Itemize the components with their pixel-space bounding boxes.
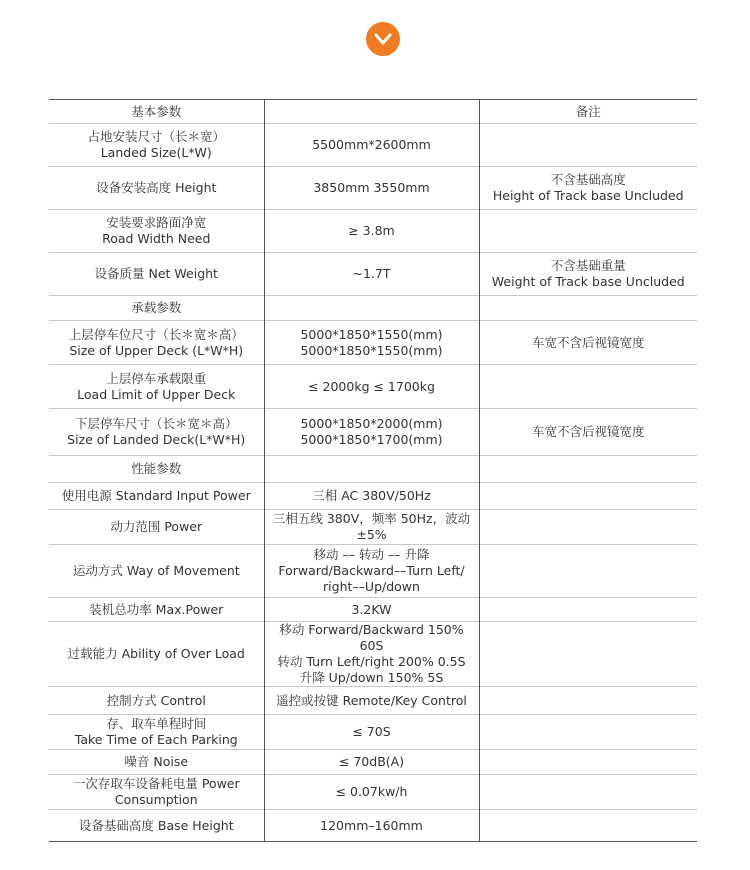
note-cell: [479, 750, 697, 775]
table-row: [49, 124, 697, 167]
note-cell: [479, 715, 697, 750]
value-cell: 遥控或按键 Remote/Key Control: [264, 687, 479, 715]
value-cell: 三相 AC 380V/50Hz: [264, 483, 479, 510]
param-cell: 设备基础高度 Base Height: [49, 810, 264, 842]
note-cell: [479, 296, 697, 321]
note-cell: [479, 483, 697, 510]
value-cell: ≤ 70S: [264, 715, 479, 750]
note-cell: [479, 124, 697, 167]
param-cell: 使用电源 Standard Input Power: [49, 483, 264, 510]
value-cell: ≤ 0.07kw/h: [264, 775, 479, 810]
note-cell: [479, 598, 697, 622]
value-cell: 移动 –– 转动 –– 升降 Forward/Backward––Turn Left/ right––Up/down: [264, 545, 479, 598]
table-row: [49, 775, 697, 810]
table-row: [49, 483, 697, 510]
value-cell: 5000*1850*2000(mm) 5000*1850*1700(mm): [264, 409, 479, 456]
param-cell: 设备质量 Net Weight: [49, 253, 264, 296]
value-cell: 3.2KW: [264, 598, 479, 622]
param-cell: 安装要求路面净宽 Road Width Need: [49, 210, 264, 253]
value-cell: ~1.7T: [264, 253, 479, 296]
table-row: [49, 715, 697, 750]
table-header-row: [49, 100, 697, 124]
note-cell: 不含基础重量 Weight of Track base Uncluded: [479, 253, 697, 296]
table-row: [49, 598, 697, 622]
table-row: [49, 321, 697, 365]
value-cell: 3850mm 3550mm: [264, 167, 479, 210]
param-cell: 下层停车尺寸（长＊宽＊高） Size of Landed Deck(L*W*H): [49, 409, 264, 456]
param-cell: 运动方式 Way of Movement: [49, 545, 264, 598]
header-param-cell: 基本参数: [49, 100, 264, 124]
param-cell: 动力范围 Power: [49, 510, 264, 545]
chevron-badge: [366, 22, 400, 56]
param-cell: 装机总功率 Max.Power: [49, 598, 264, 622]
section-row: [49, 456, 697, 483]
note-cell: 车宽不含后视镜宽度: [479, 321, 697, 365]
table-row: [49, 622, 697, 687]
section-title-cell: 承载参数: [49, 296, 264, 321]
param-cell: 设备安装高度 Height: [49, 167, 264, 210]
value-cell: 移动 Forward/Backward 150% 60S 转动 Turn Left/right 200% 0.5S 升降 Up/down 150% 5S: [264, 622, 479, 687]
header-note-cell: 备注: [575, 103, 601, 119]
table-row: [49, 409, 697, 456]
note-cell: [479, 810, 697, 842]
param-cell: 占地安装尺寸（长＊宽） Landed Size(L*W): [49, 124, 264, 167]
value-cell: 5000*1850*1550(mm) 5000*1850*1550(mm): [264, 321, 479, 365]
value-cell: 三相五线 380V，频率 50Hz，波动 ±5%: [264, 510, 479, 545]
table-row: [49, 810, 697, 842]
note-cell: [479, 510, 697, 545]
value-cell: [264, 456, 479, 483]
value-cell: ≤ 70dB(A): [264, 750, 479, 775]
note-cell: 车宽不含后视镜宽度: [479, 409, 697, 456]
value-cell: ≥ 3.8m: [264, 210, 479, 253]
param-cell: 控制方式 Control: [49, 687, 264, 715]
note-cell: [479, 687, 697, 715]
spec-table: [49, 99, 697, 842]
value-cell: [264, 296, 479, 321]
table-row: [49, 167, 697, 210]
table-row: [49, 687, 697, 715]
table-row: [49, 210, 697, 253]
table-row: [49, 750, 697, 775]
param-cell: 噪音 Noise: [49, 750, 264, 775]
chevron-down-icon: [374, 33, 392, 45]
section-title-cell: 性能参数: [49, 456, 264, 483]
value-cell: 5500mm*2600mm: [264, 124, 479, 167]
note-cell: [479, 622, 697, 687]
param-cell: 一次存取车设备耗电量 Power Consumption: [49, 775, 264, 810]
param-cell: 上层停车位尺寸（长＊宽＊高） Size of Upper Deck (L*W*H): [49, 321, 264, 365]
note-cell: [479, 775, 697, 810]
table-row: [49, 253, 697, 296]
table-row: [49, 365, 697, 409]
param-cell: 上层停车承载限重 Load Limit of Upper Deck: [49, 365, 264, 409]
note-cell: [479, 456, 697, 483]
param-cell: 过载能力 Ability of Over Load: [49, 622, 264, 687]
note-cell: [479, 365, 697, 409]
note-cell: 不含基础高度 Height of Track base Uncluded: [479, 167, 697, 210]
header-value-cell: [264, 100, 479, 124]
table-row: [49, 545, 697, 598]
param-cell: 存、取车单程时间 Take Time of Each Parking: [49, 715, 264, 750]
note-cell: [479, 210, 697, 253]
value-cell: ≤ 2000kg ≤ 1700kg: [264, 365, 479, 409]
table-row: [49, 510, 697, 545]
value-cell: 120mm–160mm: [264, 810, 479, 842]
note-cell: [479, 545, 697, 598]
section-row: [49, 296, 697, 321]
